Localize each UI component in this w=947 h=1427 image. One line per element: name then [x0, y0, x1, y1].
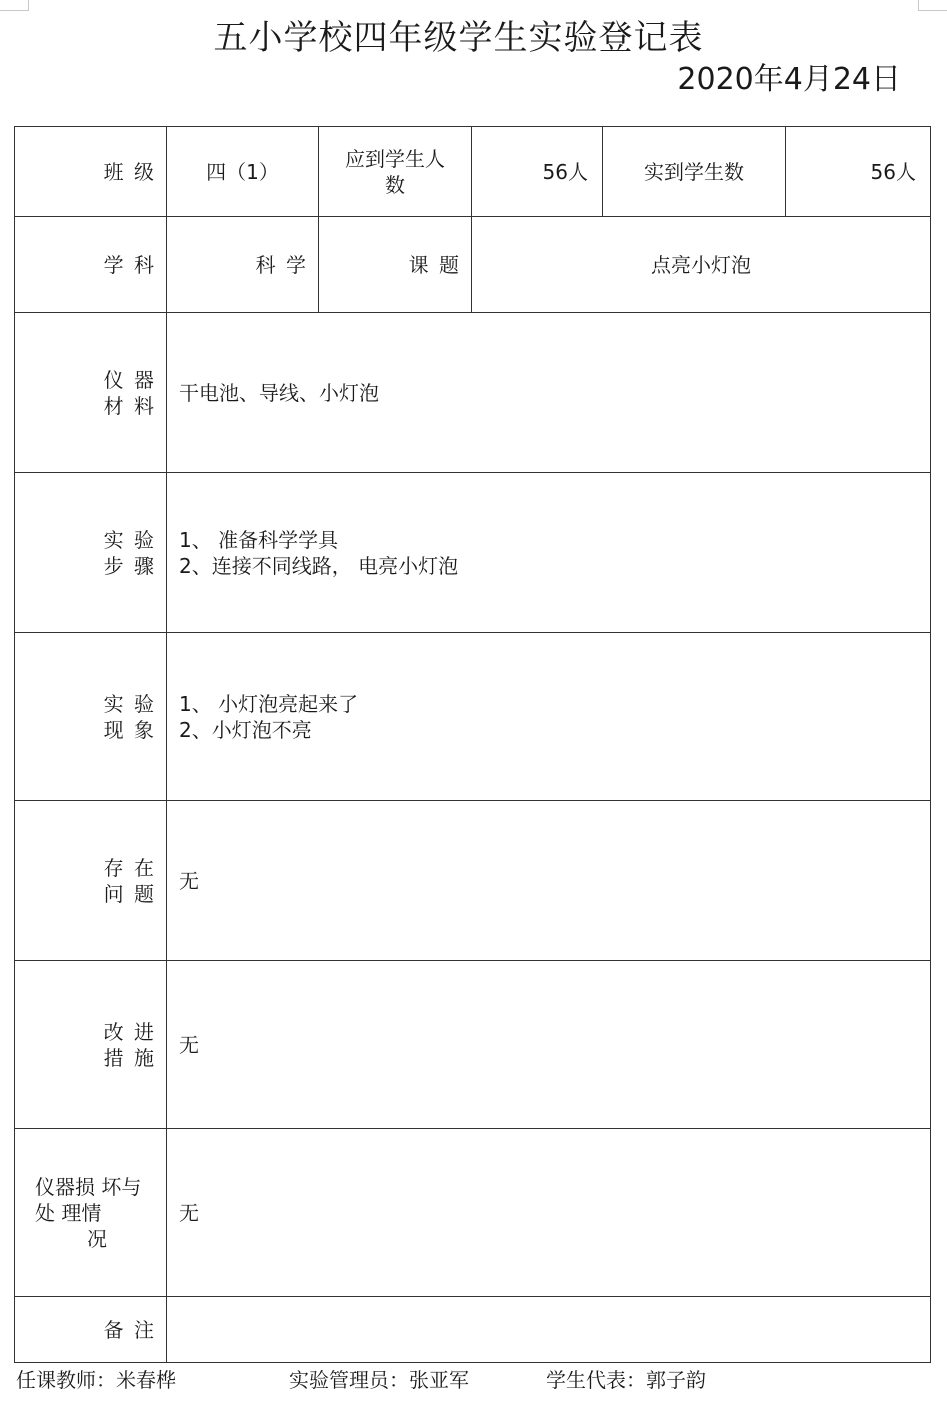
table-row-remarks [15, 1297, 931, 1363]
expected-students-label-line1: 应到学生人 [345, 146, 445, 171]
remarks-value [167, 1297, 931, 1363]
damage-label-line2: 处 理情 [35, 1200, 102, 1225]
improvements-value: 无 [167, 961, 931, 1129]
table-row-problems [15, 801, 931, 961]
damage-label [15, 1129, 167, 1297]
topic-value: 点亮小灯泡 [472, 217, 931, 313]
student-rep-signature: 学生代表：郭子韵 [546, 1368, 706, 1392]
steps-label-line1: 实 验 [103, 527, 156, 552]
teacher-signature: 任课教师：米春桦 [16, 1368, 176, 1392]
steps-label [15, 473, 167, 633]
improvements-label-line1: 改 进 [103, 1019, 156, 1044]
actual-students-value: 56人 [786, 127, 931, 217]
improvements-label-line2: 措 施 [103, 1045, 156, 1070]
table-row-improvements [15, 961, 931, 1129]
table-row-damage [15, 1129, 931, 1297]
class-value: 四（1） [167, 127, 319, 217]
problems-label [15, 801, 167, 961]
subject-value: 科 学 [167, 217, 319, 313]
damage-label-line1: 仪器损 坏与 [35, 1174, 142, 1199]
phenomena-line-2: 2、小灯泡不亮 [179, 717, 312, 742]
table-row-steps [15, 473, 931, 633]
crop-mark-right [918, 0, 947, 11]
damage-value: 无 [167, 1129, 931, 1297]
phenomena-label-line1: 实 验 [103, 691, 156, 716]
expected-students-label [319, 127, 472, 217]
manager-signature: 实验管理员：张亚军 [289, 1368, 469, 1392]
remarks-label: 备 注 [15, 1297, 167, 1363]
document-date: 2020年4月24日 [677, 62, 901, 97]
equipment-value: 干电池、导线、小灯泡 [167, 313, 931, 473]
table-row-equipment [15, 313, 931, 473]
problems-label-line1: 存 在 [103, 855, 156, 880]
class-label: 班 级 [15, 127, 167, 217]
phenomena-value [167, 633, 931, 801]
table-row-subject [15, 217, 931, 313]
phenomena-label [15, 633, 167, 801]
expected-students-label-line2: 数 [385, 172, 405, 197]
phenomena-line-1: 1、 小灯泡亮起来了 [179, 691, 359, 716]
steps-line-2: 2、连接不同线路， 电亮小灯泡 [179, 553, 459, 578]
subject-label: 学 科 [15, 217, 167, 313]
improvements-label [15, 961, 167, 1129]
equipment-label [15, 313, 167, 473]
equipment-label-line1: 仪 器 [103, 367, 156, 392]
steps-line-1: 1、 准备科学学具 [179, 527, 339, 552]
table-row-class [15, 127, 931, 217]
table-row-phenomena [15, 633, 931, 801]
steps-value [167, 473, 931, 633]
equipment-label-line2: 材 料 [103, 393, 156, 418]
topic-label: 课 题 [319, 217, 472, 313]
actual-students-label: 实到学生数 [603, 127, 786, 217]
document-title: 五小学校四年级学生实验登记表 [213, 18, 704, 58]
damage-label-line3: 况 [87, 1226, 107, 1251]
steps-label-line2: 步 骤 [103, 553, 156, 578]
problems-value: 无 [167, 801, 931, 961]
registration-table [14, 126, 931, 1363]
problems-label-line2: 问 题 [103, 881, 156, 906]
phenomena-label-line2: 现 象 [103, 717, 156, 742]
expected-students-value: 56人 [472, 127, 603, 217]
